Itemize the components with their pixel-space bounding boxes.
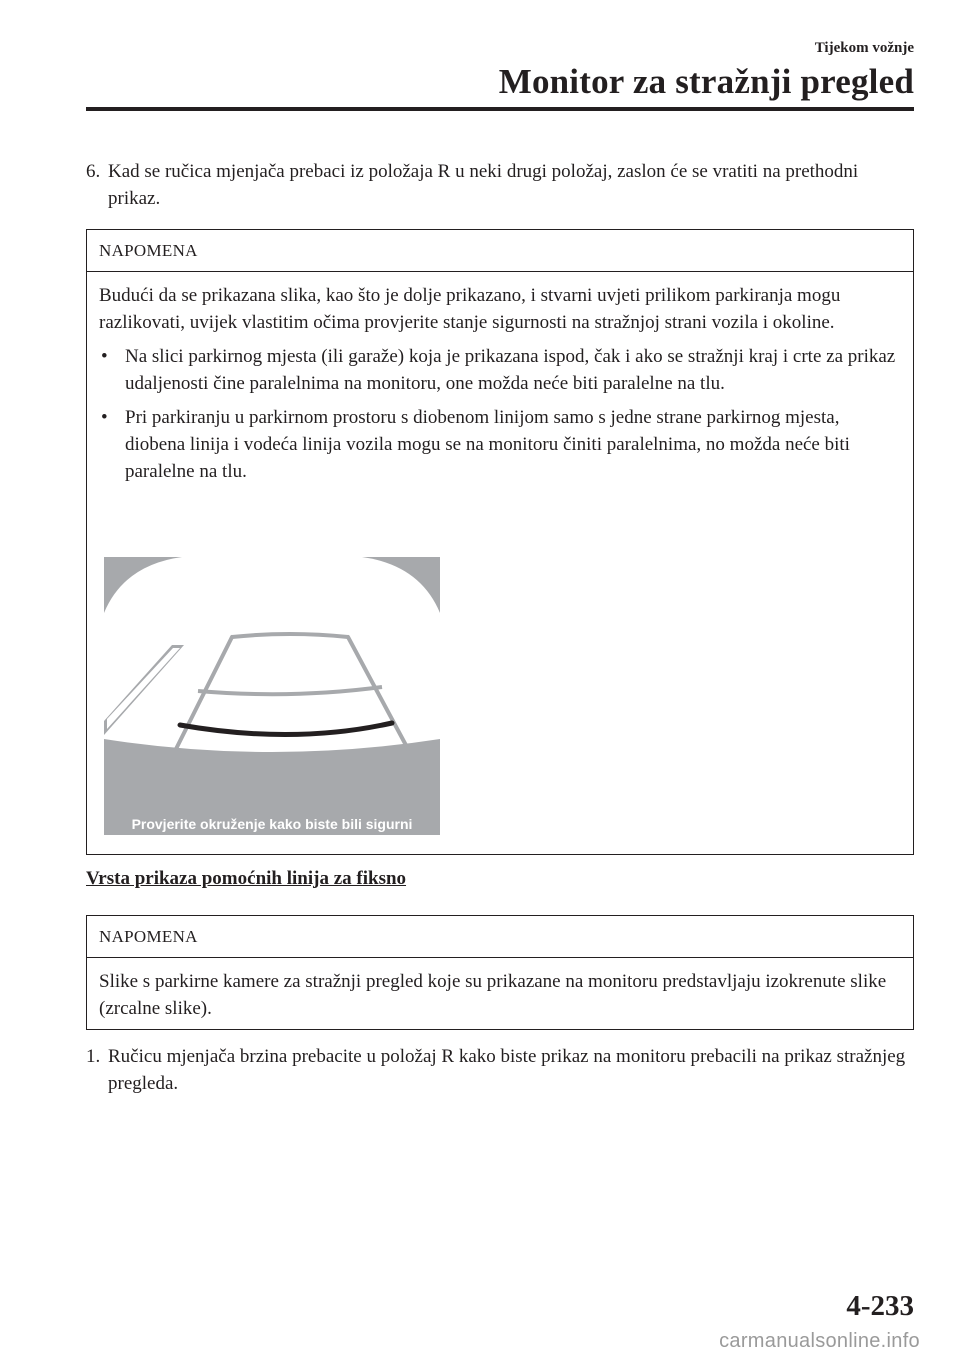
bullet-text: Na slici parkirnog mjesta (ili garaže) koja je prikazana ispod, čak i ako se stražnji kraj i crte za prikaz udaljenosti čine paralelnima na monitoru, one možda neće biti paralelne na tlu. xyxy=(125,346,896,394)
subheading: Vrsta prikaza pomoćnih linija za fiksno xyxy=(86,868,407,889)
title-rule xyxy=(86,107,914,111)
page-title: Monitor za stražnji pregled xyxy=(498,62,914,101)
step-text: Kad se ručica mjenjača prebaci iz položaja R u neki drugi položaj, zaslon će se vratiti na prethodni prikaz. xyxy=(108,161,859,209)
bullet-item xyxy=(99,343,901,397)
section-label: Tijekom vožnje xyxy=(814,40,914,56)
rear-view-diagram xyxy=(104,557,440,835)
step-number: 6. xyxy=(86,161,101,182)
note-body xyxy=(87,958,913,1036)
note-intro: Budući da se prikazana slika, kao što je dolje prikazano, i stvarni uvjeti prilikom parkiranja mogu razlikovati, uvijek vlastitim očima provjerite stanje sigurnosti na stražnjoj strani vozila i okoline. xyxy=(99,285,841,333)
note-text: Slike s parkirne kamere za stražnji pregled koje su prikazane na monitoru predstavljaju izokrenute slike (zrcalne slike). xyxy=(99,971,887,1019)
step-number: 1. xyxy=(86,1046,101,1067)
bullet-icon: • xyxy=(101,346,108,367)
step-1 xyxy=(86,1043,914,1097)
note-heading: NAPOMENA xyxy=(87,916,913,958)
bullet-text: Pri parkiranju u parkirnom prostoru s diobenom linijom samo s jedne strane parkirnog mjesta, diobena linija i vodeća linija vozila mogu se na monitoru činiti paralelnima, no možda neće biti paralelne na tlu. xyxy=(125,407,850,482)
step-6 xyxy=(86,158,914,212)
bullet-icon: • xyxy=(101,407,108,428)
watermark: carmanualsonline.info xyxy=(719,1330,920,1352)
note-heading: NAPOMENA xyxy=(87,230,913,272)
note-body xyxy=(87,272,913,499)
step-text: Ručicu mjenjača brzina prebacite u položaj R kako biste prikaz na monitoru prebacili na prikaz stražnjeg pregleda. xyxy=(108,1046,906,1094)
note-box-2 xyxy=(86,915,914,1030)
page-number: 4-233 xyxy=(846,1290,914,1322)
diagram-caption: Provjerite okruženje kako biste bili sigurni xyxy=(131,816,413,832)
bullet-item xyxy=(99,404,901,485)
